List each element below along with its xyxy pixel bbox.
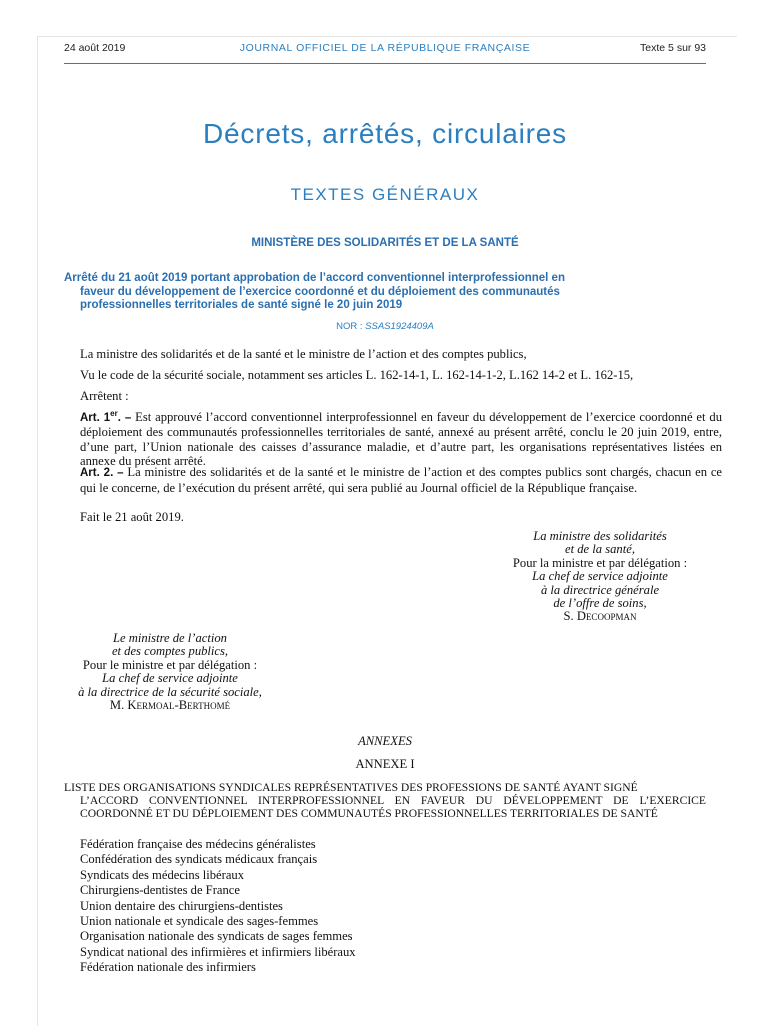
sig2-role-line-1: Le ministre de l’action	[113, 631, 227, 645]
list-item: Union nationale et syndicale des sages-femmes	[80, 914, 319, 929]
sig1-role-line-1: La ministre des solidarités	[533, 529, 667, 543]
sig1-title-line-2: à la directrice générale	[540, 582, 660, 597]
header-text-number: Texte 5 sur 93	[640, 42, 706, 54]
article-1-text: Est approuvé l’accord conventionnel interprofessionnel en faveur du développement de l’exercice coordonné et du déploiement des communautés professionnelles territoriales de santé, annexé au présent arrêté, conclu le 20 juin 2019, entre, d’une part, l’Union nationale des caisses d’assurance maladie, et d’autre part, les organisations représentatives listées en annexe du présent arrêté.	[80, 409, 722, 469]
sig2-title-line-2: à la directrice de la sécurité sociale,	[78, 684, 262, 699]
organisations-list	[80, 837, 356, 976]
annex-list-title	[64, 781, 706, 820]
sig2-delegation: Pour le ministre et par délégation :	[82, 657, 258, 672]
annex-1-heading: ANNEXE I	[355, 757, 415, 771]
annex-list-title-line-1: LISTE DES ORGANISATIONS SYNDICALES REPRÉSENTATIVES DES PROFESSIONS DE SANTÉ AYANT SIGNÉ	[64, 781, 638, 794]
page-title: Décrets, arrêtés, circulaires	[203, 118, 567, 149]
signature-block-comptes-publics	[40, 632, 300, 712]
page-header	[64, 42, 706, 58]
section-title: TEXTES GÉNÉRAUX	[290, 185, 480, 204]
sig2-title-line-1: La chef de service adjointe	[102, 671, 238, 686]
nor-code: SSAS1924409A	[365, 321, 434, 332]
list-item: Syndicats des médecins libéraux	[80, 867, 245, 882]
sig1-name: S. Decoopman	[563, 609, 637, 624]
sig1-delegation: Pour la ministre et par délégation :	[512, 555, 688, 570]
fait-date: Fait le 21 août 2019.	[80, 510, 184, 524]
arrete-title	[64, 272, 706, 313]
annex-list-title-rest: L’ACCORD CONVENTIONNEL INTERPROFESSIONNEL EN FAVEUR DU DÉVELOPPEMENT DE L’EXERCICE COORDONNÉ ET DU DÉPLOIEMENT DES COMMUNAUTÉS PROFESSIONNELLES TERRITORIALES DE SANTÉ	[80, 794, 706, 820]
arrete-title-line-2: faveur du développement de l’exercice coordonné et du déploiement des communautés	[80, 285, 560, 298]
article-1-label: Art. 1er. –	[80, 409, 132, 424]
header-date: 24 août 2019	[64, 42, 126, 54]
annexes-heading: ANNEXES	[358, 734, 412, 748]
nor-label: NOR :	[336, 321, 363, 332]
list-item: Syndicat national des infirmières et infirmiers libéraux	[80, 944, 356, 959]
arrete-title-line-3: professionnelles territoriales de santé signé le 20 juin 2019	[80, 299, 403, 312]
sig1-title-line-1: La chef de service adjointe	[532, 569, 668, 584]
article-2	[64, 465, 722, 495]
sig1-role-line-2: et de la santé,	[565, 542, 635, 557]
header-journal-name: JOURNAL OFFICIEL DE LA RÉPUBLIQUE FRANÇAISE	[239, 42, 531, 54]
sig1-title-line-3: de l’offre de soins,	[553, 596, 647, 611]
signature-block-sante	[480, 530, 720, 624]
list-item: Organisation nationale des syndicats de sages femmes	[80, 929, 353, 944]
vu-paragraph: Vu le code de la sécurité sociale, notamment ses articles L. 162-14-1, L. 162-14-1-2, L.162 14-2 et L. 162-15,	[80, 368, 634, 382]
article-2-text: La ministre des solidarités et de la santé et le ministre de l’action et des comptes publics sont chargés, chacun en ce qui le concerne, de l’exécution du présent arrêté, qui sera publié au Journal officiel de la République française.	[80, 465, 722, 495]
header-divider	[64, 63, 706, 64]
nor-reference	[0, 321, 770, 332]
sig2-role-line-2: et des comptes publics,	[111, 644, 229, 659]
arrete-title-line-1: Arrêté du 21 août 2019 portant approbation de l’accord conventionnel interprofessionnel en	[64, 272, 565, 284]
sig2-name: M. Kermoal-Berthomé	[109, 698, 231, 713]
article-1	[64, 407, 722, 469]
list-item: Fédération nationale des infirmiers	[80, 960, 256, 975]
list-item: Fédération française des médecins généralistes	[80, 837, 316, 851]
list-item: Confédération des syndicats médicaux français	[80, 852, 318, 867]
ministry-title: MINISTÈRE DES SOLIDARITÉS ET DE LA SANTÉ	[251, 237, 519, 249]
list-item: Chirurgiens-dentistes de France	[80, 883, 240, 898]
intro-paragraph: La ministre des solidarités et de la santé et le ministre de l’action et des comptes publics,	[80, 347, 527, 361]
arretent-label: Arrêtent :	[80, 389, 129, 403]
list-item: Union dentaire des chirurgiens-dentistes	[80, 898, 283, 913]
article-2-label: Art. 2. –	[80, 467, 124, 479]
